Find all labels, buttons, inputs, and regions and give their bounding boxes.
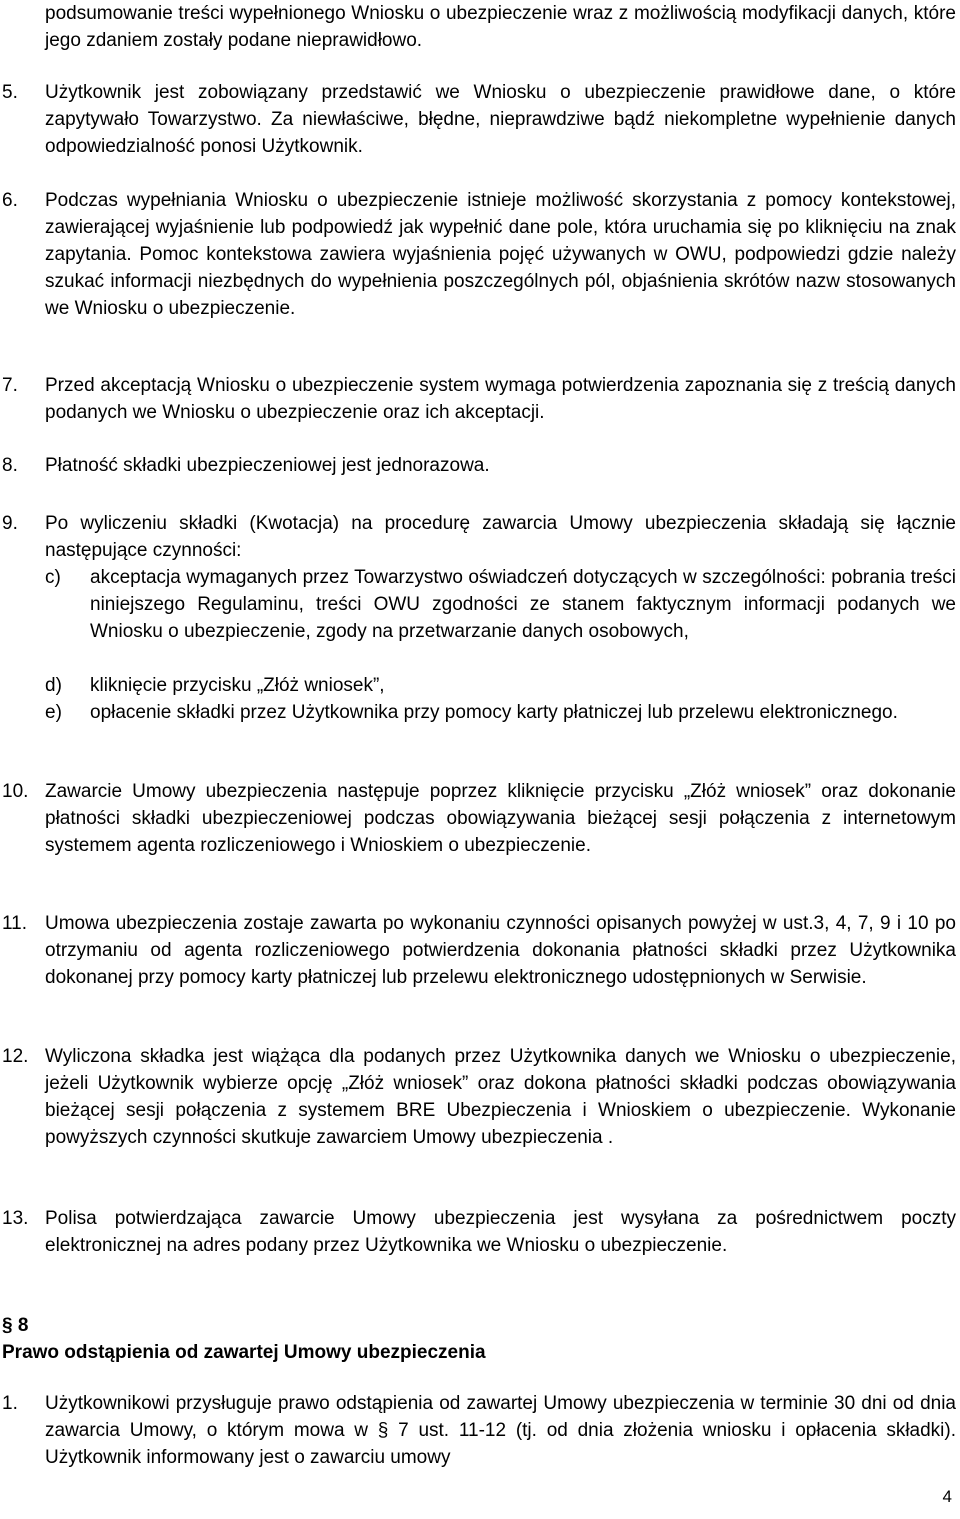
item-number: 8. (2, 455, 18, 476)
item-text: Po wyliczeniu składki (Kwotacja) na procedurę zawarcia Umowy ubezpieczenia składają się łącznie następujące czynności: (45, 513, 956, 561)
paragraph-text: podsumowanie treści wypełnionego Wniosku o ubezpieczenie wraz z możliwością modyfikacji danych, które jego zdaniem zostały podane nieprawidłowo. (45, 3, 956, 51)
paragraph-intro (0, 0, 956, 54)
list-item-6 (0, 187, 956, 322)
item-text: Polisa potwierdzająca zawarcie Umowy ubezpieczenia jest wysyłana za pośrednictwem poczty elektronicznej na adres podany przez Użytkownika we Wniosku o ubezpieczenie. (45, 1208, 956, 1256)
item-text: Płatność składki ubezpieczeniowej jest jednorazowa. (45, 455, 490, 476)
page-number: 4 (942, 1487, 952, 1506)
list-item-11 (0, 910, 956, 991)
sub-item-c (45, 564, 956, 645)
sub-item-text: opłacenie składki przez Użytkownika przy pomocy karty płatniczej lub przelewu elektronicznego. (90, 702, 898, 723)
item-number: 10. (2, 781, 29, 802)
item-text: Wyliczona składka jest wiążąca dla podanych przez Użytkownika danych we Wniosku o ubezpieczenie, jeżeli Użytkownik wybierze opcję „Złóż wniosek” oraz dokona płatności składki podczas obowiązywania bieżącej sesji połączenia z systemem BRE Ubezpieczenia i Wnioskiem o ubezpieczenie. Wykonanie powyższych czynności skutkuje zawarciem Umowy ubezpieczenia . (45, 1046, 956, 1148)
item-number: 1. (2, 1393, 18, 1414)
sub-item-label: e) (45, 702, 62, 723)
list-item-13 (0, 1205, 956, 1259)
list-item-8 (0, 452, 956, 479)
sub-item-e (45, 699, 956, 726)
item-text: Zawarcie Umowy ubezpieczenia następuje poprzez kliknięcie przycisku „Złóż wniosek” oraz dokonanie płatności składki ubezpieczeniowej podczas obowiązywania bieżącej sesji połączenia z internetowym systemem agenta rozliczeniowego i Wnioskiem o ubezpieczenie. (45, 781, 956, 856)
item-number: 5. (2, 82, 18, 103)
section-title: Prawo odstąpienia od zawartej Umowy ubezpieczenia (2, 1342, 486, 1363)
item-number: 13. (2, 1208, 29, 1229)
item-text: Umowa ubezpieczenia zostaje zawarta po wykonaniu czynności opisanych powyżej w ust.3, 4, 7, 9 i 10 po otrzymaniu od agenta rozliczeniowego potwierdzenia dokonania płatności składki przez Użytkownika dokonanej przy pomocy karty płatniczej lub przelewu elektronicznego udostępnionych w Serwisie. (45, 913, 956, 988)
section-number: § 8 (2, 1315, 29, 1336)
item-number: 7. (2, 375, 18, 396)
item-text: Podczas wypełniania Wniosku o ubezpieczenie istnieje możliwość skorzystania z pomocy kontekstowej, zawierającej wyjaśnienie lub podpowiedź jak wypełnić dane pole, która uruchamia się po kliknięciu na znak zapytania. Pomoc kontekstowa zawiera wyjaśnienia pojęć używanych w OWU, podpowiedzi gdzie należy szukać informacji niezbędnych do wypełnienia poszczególnych pól, objaśnienia skrótów nazw stosowanych we Wniosku o ubezpieczenie. (45, 190, 956, 319)
item-number: 12. (2, 1046, 29, 1067)
sub-item-text: kliknięcie przycisku „Złóż wniosek”, (90, 675, 385, 696)
list-item-5 (0, 79, 956, 160)
list-item-7 (0, 372, 956, 426)
section-list-item-1 (0, 1390, 956, 1471)
item-text: Przed akceptacją Wniosku o ubezpieczenie system wymaga potwierdzenia zapoznania się z treścią danych podanych we Wniosku o ubezpieczenie oraz ich akceptacji. (45, 375, 956, 423)
list-item-12 (0, 1043, 956, 1151)
list-item-9 (0, 510, 956, 564)
sub-item-text: akceptacja wymaganych przez Towarzystwo oświadczeń dotyczących w szczególności: pobrania treści niniejszego Regulaminu, treści OWU zgodności ze stanem faktycznym informacji podanych we Wniosku o ubezpieczenie, zgody na przetwarzanie danych osobowych, (90, 567, 956, 642)
sub-item-label: d) (45, 675, 62, 696)
item-number: 6. (2, 190, 18, 211)
list-item-10 (0, 778, 956, 859)
sub-item-label: c) (45, 567, 61, 588)
item-number: 9. (2, 513, 18, 534)
sub-item-d (45, 672, 956, 699)
item-text: Użytkownik jest zobowiązany przedstawić we Wniosku o ubezpieczenie prawidłowe dane, o które zapytywało Towarzystwo. Za niewłaściwe, błędne, nieprawdziwe bądź niekompletne wypełnienie danych odpowiedzialność ponosi Użytkownik. (45, 82, 956, 157)
item-number: 11. (2, 913, 28, 934)
item-text: Użytkownikowi przysługuje prawo odstąpienia od zawartej Umowy ubezpieczenia w terminie 30 dni od dnia zawarcia Umowy, o którym mowa w § 7 ust. 11-12 (tj. od dnia złożenia wniosku i opłacenia składki). Użytkownik informowany jest o zawarciu umowy (45, 1393, 956, 1468)
